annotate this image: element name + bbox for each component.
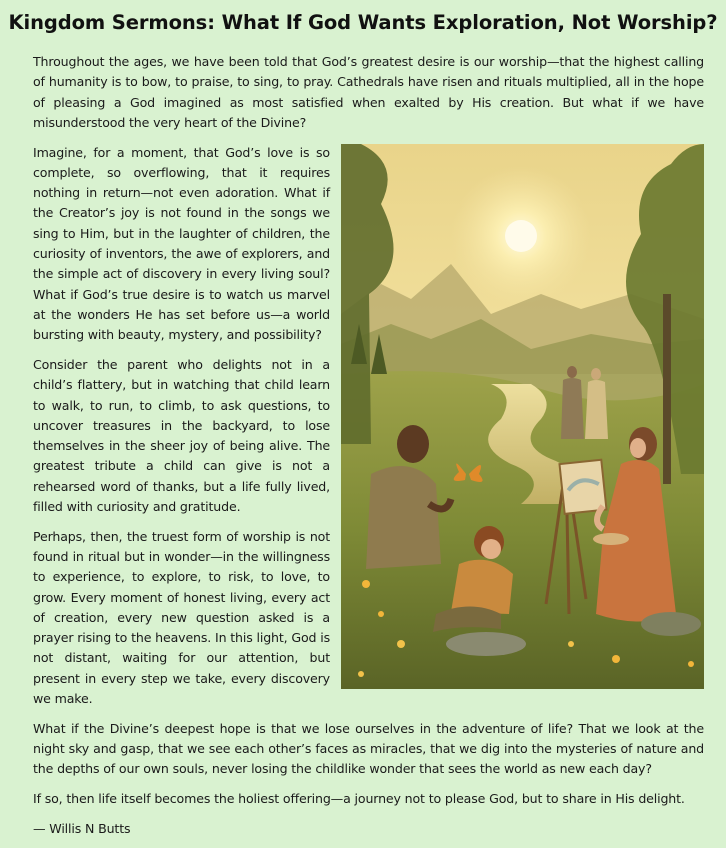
paragraph-divine-hope: What if the Divine’s deepest hope is that we lose ourselves in the adventure of life? That we look at the night sky and gasp, that we see each other’s faces as miracles, that we dig into the mysteries of nature and the depths of our own souls, never losing the childlike wonder that sees the world as new each day? <box>33 720 704 777</box>
page-title: Kingdom Sermons: What If God Wants Exploration, Not Worship? <box>8 11 718 34</box>
paragraph-worship: Perhaps, then, the truest form of worship is not found in ritual but in wonder—in the willingness to experience, to explore, to risk, to love, to grow. Every moment of honest living, every act of creation, every new question asked is a prayer rising to the heavens. In this light, God is not distant, waiting for our attention, but present in every step we take, every discovery we make. <box>33 528 330 707</box>
illustration-meadow-family <box>341 144 704 689</box>
paragraph-offering: If so, then life itself becomes the holiest offering—a journey not to please God, but to share in His delight. <box>33 791 685 807</box>
paragraph-imagine: Imagine, for a moment, that God’s love is so complete, so overflowing, that it requires nothing in return—not even adoration. What if the Creator’s joy is not found in the songs we sing to Him, but in the laughter of children, the curiosity of inventors, the awe of explorers, and the simple act of discovery in every living soul? What if God’s true desire is to watch us marvel at the wonders He has set before us—a world bursting with beauty, mystery, and possibility? <box>33 144 330 343</box>
paragraph-intro: Throughout the ages, we have been told that God’s greatest desire is our worship—that the highest calling of humanity is to bow, to praise, to sing, to pray. Cathedrals have risen and rituals multiplied, all in the hope of pleasing a God imagined as most satisfied when exalted by His creation. But what if we have misunderstood the very heart of the Divine? <box>33 54 704 130</box>
author-signature: — Willis N Butts <box>33 820 131 836</box>
paragraph-parent: Consider the parent who delights not in a child’s flattery, but in watching that child learn to walk, to run, to climb, to ask questions, to uncover treasures in the backyard, to lose themselves in the sheer joy of being alive. The greatest tribute a child can give is not a rehearsed word of thanks, but a life fully lived, filled with curiosity and gratitude. <box>33 356 330 515</box>
sermon-body <box>33 52 704 848</box>
